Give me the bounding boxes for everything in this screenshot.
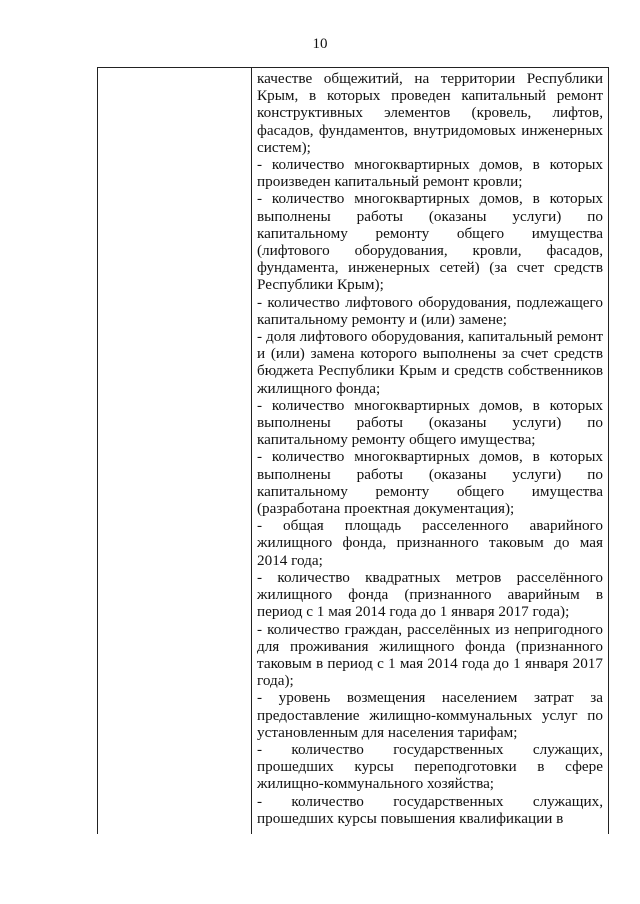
list-item: - количество лифтового оборудования, подлежащего капитальному ремонту и (или) замене;	[257, 293, 603, 328]
list-item: - количество многоквартирных домов, в которых выполнены работы (оказаны услуги) по капитальному ремонту общего имущества (разработана проектная документация);	[257, 448, 603, 518]
list-item: - количество многоквартирных домов, в которых произведен капитальный ремонт кровли;	[257, 156, 603, 191]
list-item: - общая площадь расселенного аварийного жилищного фонда, признанного таковым до мая 2014 года;	[257, 517, 603, 569]
list-item: - уровень возмещения населением затрат за предоставление жилищно-коммунальных услуг по установленным для населения тарифам;	[257, 689, 603, 741]
page-number: 10	[312, 36, 328, 52]
list-item: - количество государственных служащих, прошедших курсы повышения квалификации в	[257, 792, 603, 827]
table-left-column	[98, 68, 252, 834]
list-item: качестве общежитий, на территории Республики Крым, в которых проведен капитальный ремонт конструктивных элементов (кровель, лифтов, фасадов, фундаментов, внутридомовых инженерных систем);	[257, 70, 603, 156]
list-item: - количество граждан, расселённых из непригодного для проживания жилищного фонда (признанного таковым в период с 1 мая 2014 года до 1 января 2017 года);	[257, 620, 603, 690]
document-table	[97, 67, 609, 834]
list-item: - количество многоквартирных домов, в которых выполнены работы (оказаны услуги) по капитальному ремонту общего имущества;	[257, 396, 603, 449]
list-item: - количество квадратных метров расселённого жилищного фонда (признанного аварийным в период с 1 мая 2014 года до 1 января 2017 года);	[257, 568, 603, 621]
list-item: - доля лифтового оборудования, капитальный ремонт и (или) замена которого выполнены за счет средств бюджета Республики Крым и средств собственников жилищного фонда;	[257, 328, 603, 397]
list-item: - количество государственных служащих, прошедших курсы переподготовки в сфере жилищно-коммунального хозяйства;	[257, 740, 603, 793]
table-right-column	[252, 68, 608, 834]
list-item: - количество многоквартирных домов, в которых выполнены работы (оказаны услуги) по капитальному ремонту общего имущества (лифтового оборудования, кровли, фасадов, фундамента, инженерных сетей) (за счет средств Республики Крым);	[257, 190, 603, 294]
